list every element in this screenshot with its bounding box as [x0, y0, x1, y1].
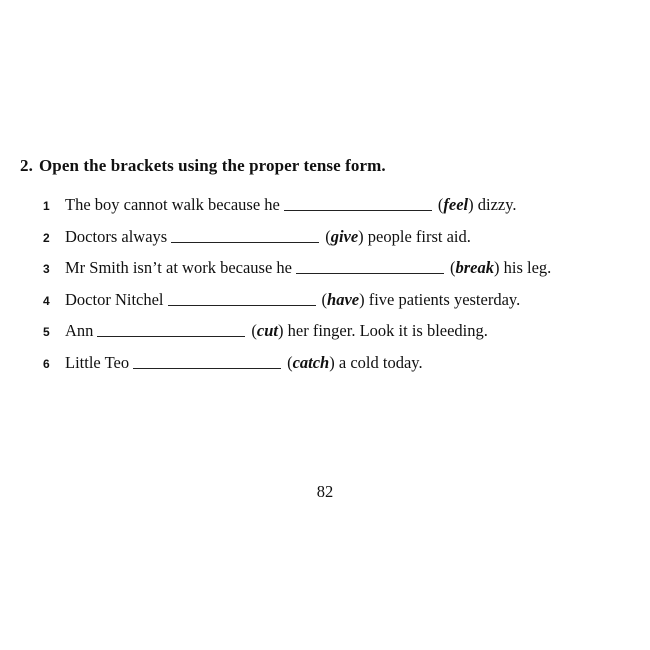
exercise-item	[43, 319, 643, 351]
page-number: 82	[316, 482, 334, 501]
verb-hint: (cut)	[251, 321, 284, 340]
exercise-item	[43, 256, 643, 288]
verb-word: catch	[292, 352, 330, 372]
verb-word: cut	[256, 321, 279, 340]
verb-hint: (catch)	[287, 352, 335, 372]
item-text-before: Little Teo	[65, 352, 130, 372]
verb-hint: (have)	[321, 289, 365, 309]
exercise-heading	[20, 156, 386, 176]
item-text-before: Doctors always	[65, 226, 168, 246]
item-number: 2	[43, 230, 50, 245]
verb-hint: (break)	[450, 258, 500, 277]
item-text-after: five patients yesterday.	[368, 289, 521, 309]
item-text-after: her finger. Look it is bleeding.	[287, 321, 488, 340]
exercise-item	[43, 288, 643, 320]
answer-blank	[171, 241, 319, 243]
item-text-before: Doctor Nitchel	[65, 289, 164, 309]
item-text-before: The boy cannot walk because he	[65, 195, 280, 214]
item-number: 5	[43, 325, 50, 339]
item-number: 6	[43, 356, 50, 371]
exercise-item	[43, 351, 643, 383]
exercise-number: 2.	[20, 156, 33, 175]
item-text-before: Ann	[65, 321, 94, 340]
item-text-after: a cold today.	[338, 352, 423, 372]
verb-word: give	[330, 226, 359, 246]
answer-blank	[296, 272, 444, 274]
item-text-before: Mr Smith isn’t at work because he	[65, 258, 292, 277]
item-number: 1	[43, 199, 50, 213]
answer-blank	[97, 335, 245, 337]
exercise-item	[43, 193, 643, 225]
exercise-items	[43, 193, 643, 382]
verb-word: feel	[443, 195, 469, 214]
answer-blank	[133, 367, 281, 369]
verb-hint: (give)	[325, 226, 364, 246]
item-text-after: people first aid.	[367, 226, 471, 246]
item-number: 3	[43, 262, 50, 276]
exercise-item	[43, 225, 643, 257]
exercise-instruction: Open the brackets using the proper tense form.	[38, 156, 386, 175]
answer-blank	[284, 209, 432, 211]
answer-blank	[168, 304, 316, 306]
item-text-after: his leg.	[503, 258, 552, 277]
verb-hint: (feel)	[437, 195, 474, 214]
item-text-after: dizzy.	[477, 195, 517, 214]
verb-word: break	[455, 258, 494, 277]
item-number: 4	[43, 293, 50, 308]
verb-word: have	[327, 289, 360, 309]
